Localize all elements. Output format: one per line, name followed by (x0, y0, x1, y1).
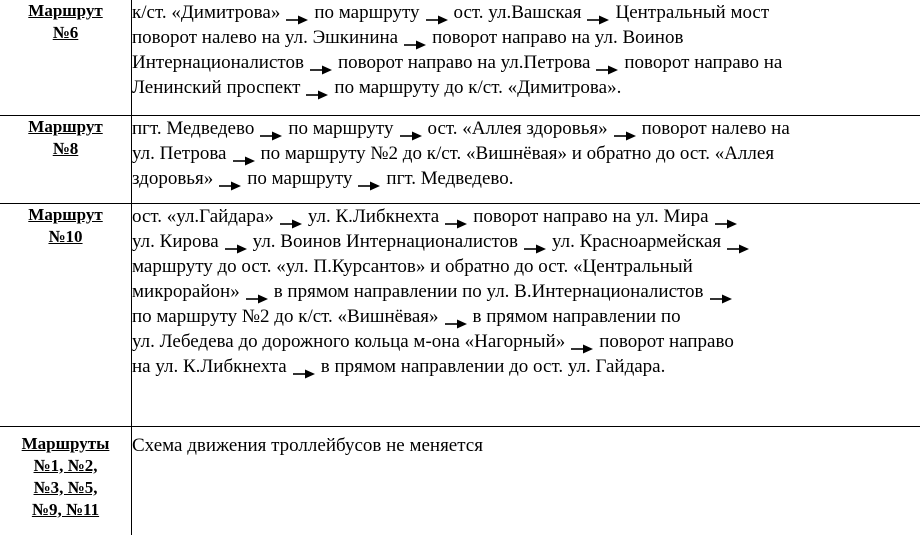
segment: ул. Кирова (132, 230, 219, 252)
route-name-line: №1, №2, (33, 455, 98, 475)
arrow-icon (358, 173, 380, 183)
arrow-icon (310, 57, 332, 67)
arrow-icon (710, 286, 732, 296)
description-line (132, 354, 920, 379)
segment: по маршруту до к/ст. «Димитрова». (334, 77, 622, 98)
description-line (132, 254, 920, 279)
description-line (132, 304, 920, 329)
segment: поворот направо на ул.Петрова (337, 52, 591, 73)
segment: поворот налево на (641, 117, 790, 139)
route-name-line: №10 (48, 226, 83, 246)
route-name-line: №6 (52, 23, 79, 42)
description-line (132, 433, 920, 458)
segment: поворот налево на ул. Эшкинина (132, 27, 399, 48)
segment: пгт. Медведево (132, 117, 255, 139)
route-name-line: №8 (52, 138, 79, 158)
description-line (132, 25, 920, 50)
segment: в прямом направлении по (472, 305, 681, 327)
route-description-others (132, 426, 920, 535)
route-description-8 (132, 115, 920, 203)
arrow-icon (587, 7, 609, 17)
segment: ост. «ул.Гайдара» (132, 205, 274, 227)
description-line (132, 75, 920, 100)
route-name-8 (0, 115, 132, 203)
segment: на ул. К.Либкнехта (132, 355, 287, 377)
segment: по маршруту (247, 167, 353, 189)
description-line (132, 229, 920, 254)
arrow-icon (426, 7, 448, 17)
segment: ул. Петрова (132, 142, 227, 164)
arrow-icon (571, 336, 593, 346)
route-name-line: Маршрут (28, 116, 103, 136)
description-line (132, 0, 920, 25)
segment: ост. «Аллея здоровья» (427, 117, 608, 139)
route-description-6 (132, 0, 920, 115)
segment: ул. Лебедева до дорожного кольца м-она «Нагорный» (132, 330, 566, 352)
arrow-icon (404, 32, 426, 42)
segment: в прямом направлении до ост. ул. Гайдара. (320, 355, 666, 377)
arrow-icon (445, 311, 467, 321)
arrow-icon (233, 148, 255, 158)
route-name-line: Маршрут (28, 1, 103, 20)
segment: пгт. Медведево. (386, 167, 514, 189)
description-line (132, 279, 920, 304)
segment: по маршруту (314, 2, 420, 23)
segment: ул. Красноармейская (551, 230, 722, 252)
arrow-icon (727, 236, 749, 246)
arrow-icon (293, 361, 315, 371)
arrow-icon (246, 286, 268, 296)
description-line (132, 329, 920, 354)
description-line (132, 166, 920, 191)
route-name-line: №9, №11 (31, 499, 100, 519)
arrow-icon (306, 82, 328, 92)
arrow-icon (280, 211, 302, 221)
route-name-6 (0, 0, 132, 115)
arrow-icon (225, 236, 247, 246)
segment: ул. Воинов Интернационалистов (252, 230, 518, 252)
arrow-icon (596, 57, 618, 67)
arrow-icon (614, 123, 636, 133)
arrow-icon (524, 236, 546, 246)
route-row-8 (0, 115, 920, 203)
route-row-10 (0, 203, 920, 426)
segment: микрорайон» (132, 280, 240, 302)
route-name-others (0, 426, 132, 535)
segment: поворот направо на ул. Мира (473, 205, 709, 227)
segment: здоровья» (132, 167, 214, 189)
segment: по маршруту №2 до к/ст. «Вишнёвая» (132, 305, 439, 327)
arrow-icon (445, 211, 467, 221)
arrow-icon (400, 123, 422, 133)
arrow-icon (219, 173, 241, 183)
segment: Интернационалистов (132, 52, 304, 73)
route-name-line: Маршрут (28, 204, 103, 224)
route-name-10 (0, 203, 132, 426)
segment: маршруту до ост. «ул. П.Курсантов» и обратно до ост. «Центральный (132, 255, 693, 277)
route-name-line: Маршруты (21, 433, 110, 453)
segment: Схема движения троллейбусов не меняется (132, 434, 483, 456)
arrow-icon (715, 211, 737, 221)
arrow-icon (286, 7, 308, 17)
description-line (132, 141, 920, 166)
segment: Ленинский проспект (132, 77, 301, 98)
segment: в прямом направлении по ул. В.Интернационалистов (273, 280, 704, 302)
segment: поворот направо на (624, 52, 783, 73)
route-row-6 (0, 0, 920, 115)
description-line (132, 50, 920, 75)
segment: ул. К.Либкнехта (307, 205, 440, 227)
segment: по маршруту №2 до к/ст. «Вишнёвая» и обратно до ост. «Аллея (260, 142, 775, 164)
description-line (132, 204, 920, 229)
description-line (132, 116, 920, 141)
segment: поворот направо на ул. Воинов (432, 27, 684, 48)
segment: поворот направо (599, 330, 734, 352)
route-row-others (0, 426, 920, 535)
route-description-10 (132, 203, 920, 426)
segment: Центральный мост (615, 2, 770, 23)
segment: ост. ул.Вашская (453, 2, 582, 23)
segment: к/ст. «Димитрова» (132, 2, 281, 23)
segment: по маршруту (288, 117, 394, 139)
route-name-line: №3, №5, (33, 477, 98, 497)
arrow-icon (260, 123, 282, 133)
